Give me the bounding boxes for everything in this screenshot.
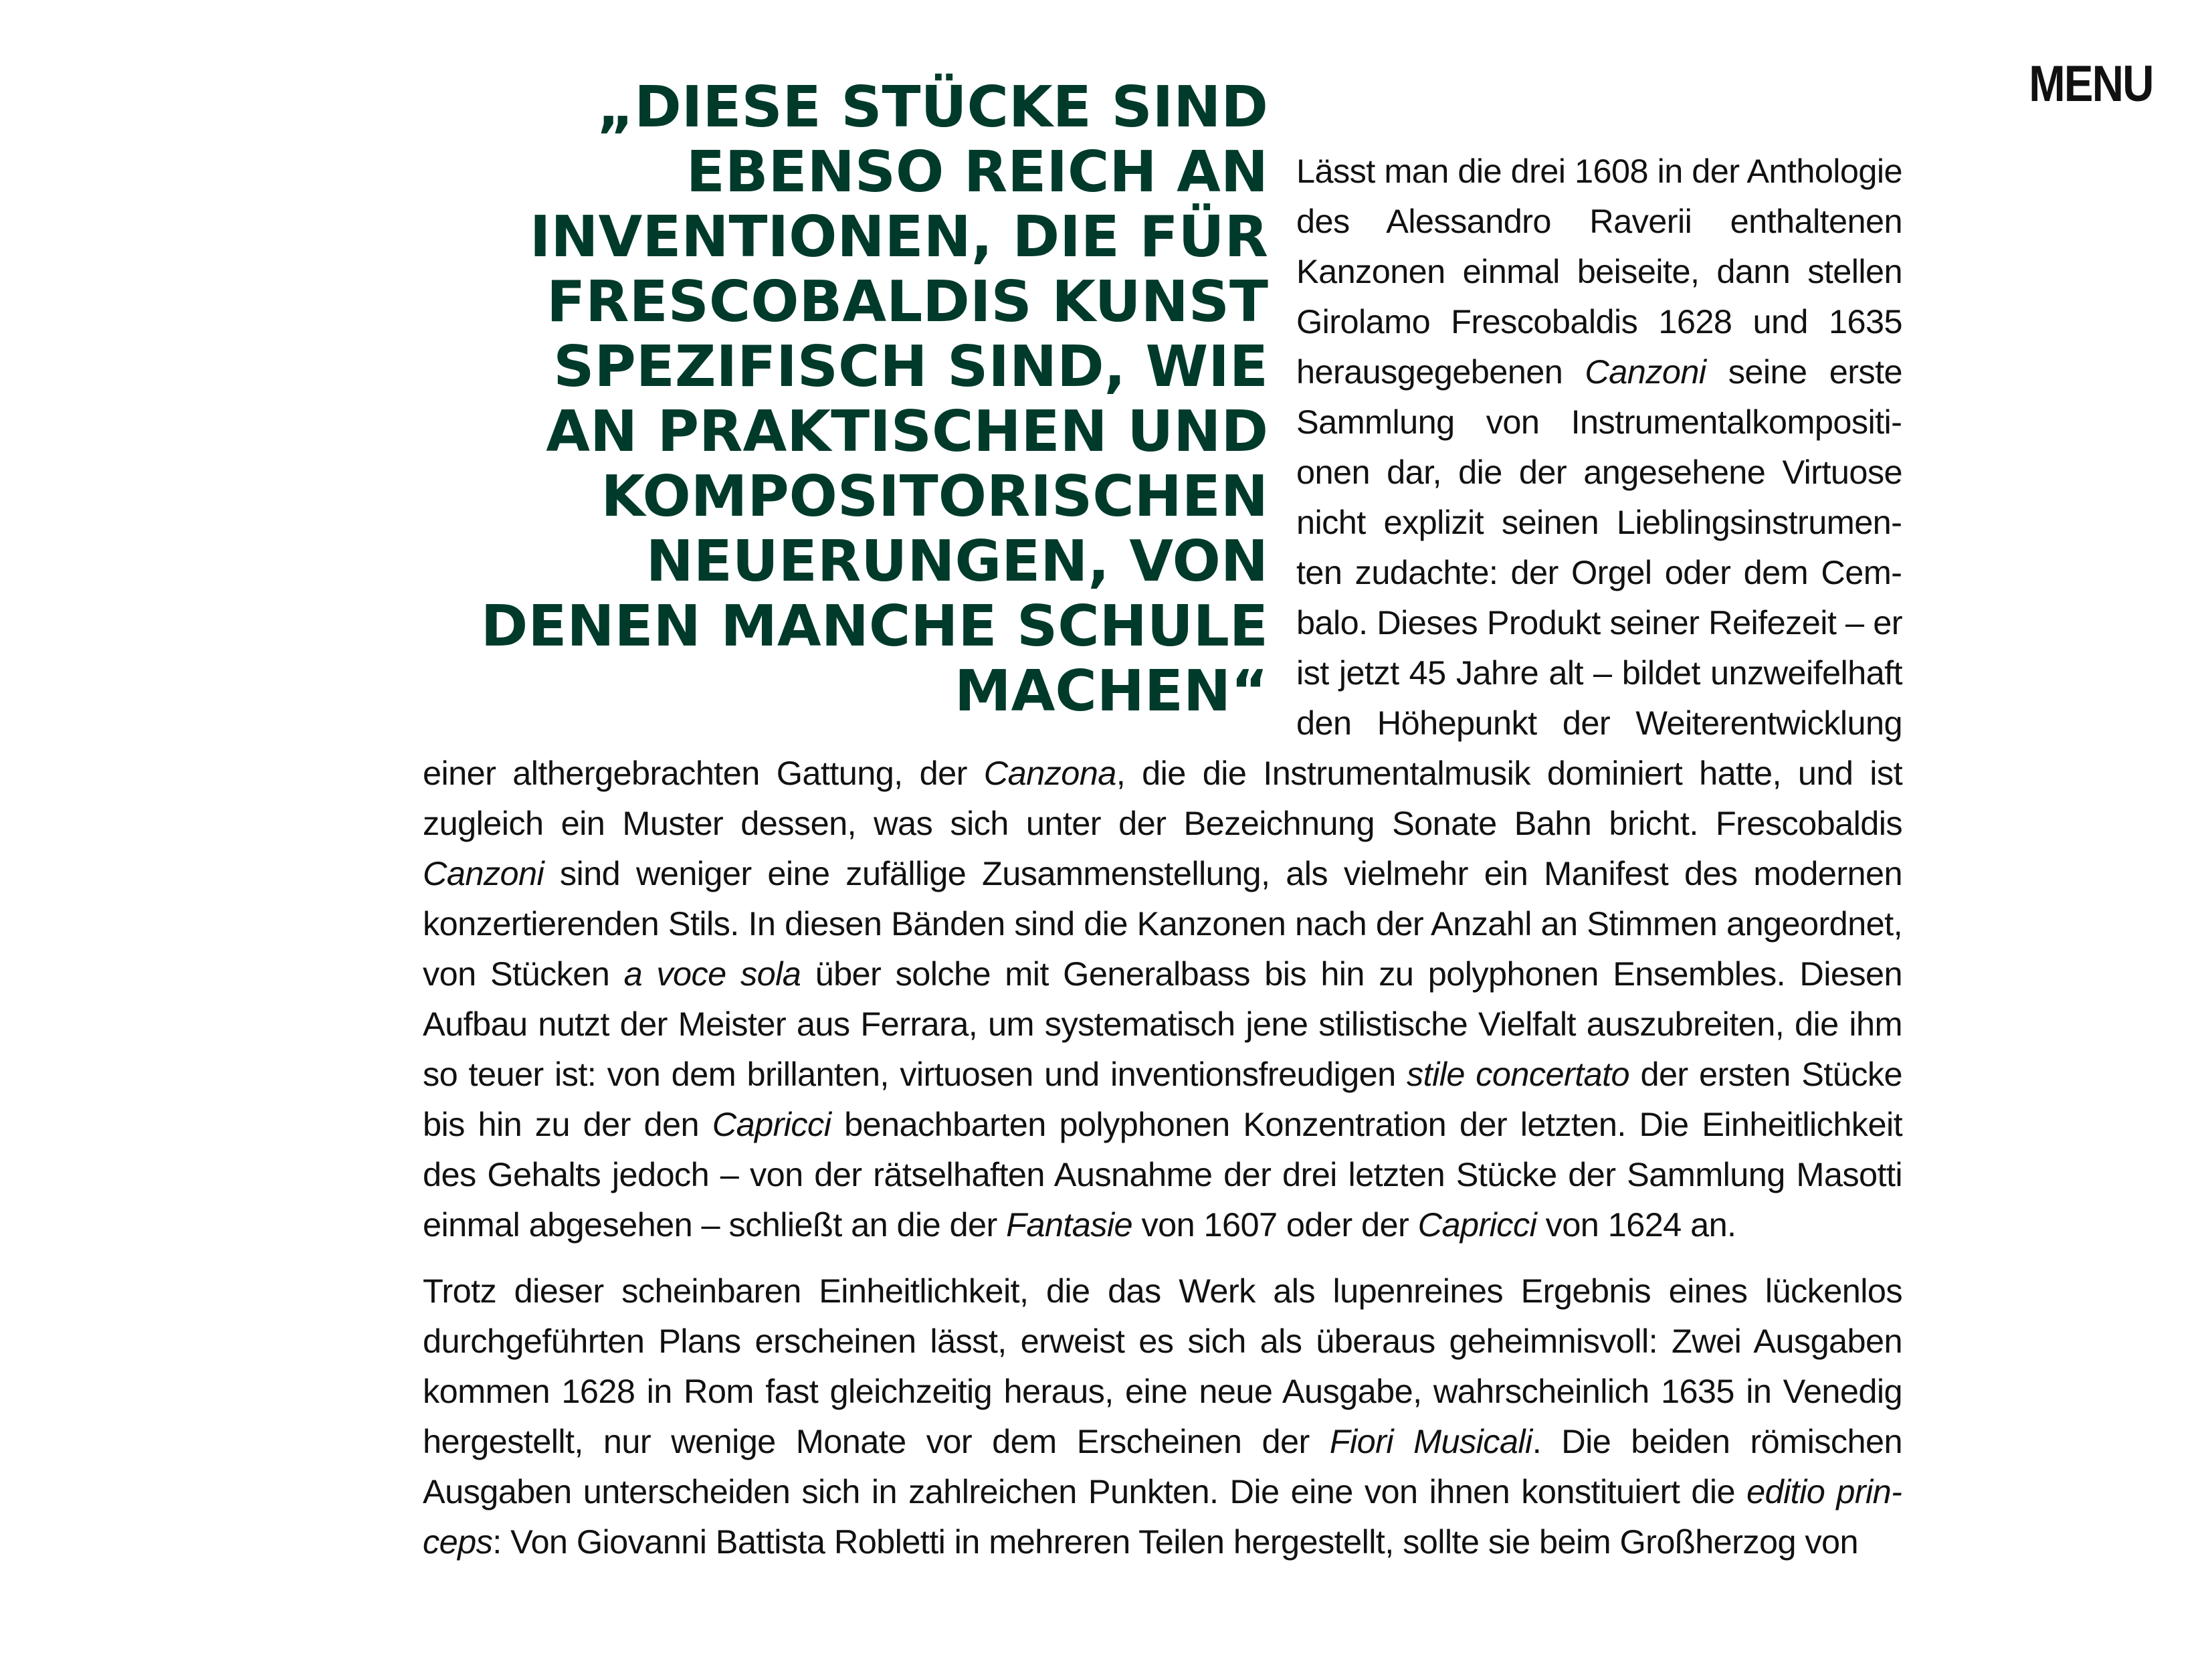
pull-quote-line: EBENSO REICH AN	[686, 139, 1268, 205]
text-run: sind weniger eine zufällige Zusammenstellung, als vielmehr ein Manifest des modernen konzertierenden Stils. In diesen Bänden sind die Kanzonen nach der Anzahl an Stimmen angeordnet, von Stücken	[423, 854, 1902, 993]
pull-quote-line: SPEZIFISCH SIND, WIE	[553, 334, 1268, 400]
pull-quote-line: DENEN MANCHE SCHULE	[480, 593, 1268, 660]
text-run: : Von Giovanni Battista Robletti in mehreren Teilen hergestellt, sollte sie beim Großherzog von	[492, 1523, 1858, 1561]
italic-run: a voce sola	[623, 955, 801, 993]
italic-run: Canzona	[983, 754, 1116, 792]
pull-quote-line: KOMPOSITORISCHEN	[601, 464, 1268, 530]
italic-run: stile concertato	[1407, 1055, 1630, 1093]
italic-run: Capricci	[1417, 1205, 1537, 1244]
text-run: . Die beiden römischen Ausgaben unterscheiden sich in zahlreichen Punkten. Die eine von ihnen konstituiert die	[423, 1422, 1903, 1510]
pull-quote-line: „DIESE STÜCKE SIND	[597, 74, 1268, 140]
text-run: von 1607 oder der	[1132, 1205, 1418, 1244]
text-run: von 1624 an.	[1536, 1205, 1736, 1244]
text-run: benachbarten polyphonen Konzentration der letzten. Die Einheitlichkeit des Gehalts jedoch – von der rätselhaften Ausnahme der drei letzten Stücke der Sammlung Masotti einmal abgesehen – schließt an die der	[423, 1105, 1902, 1244]
menu-button[interactable]: MENU	[2029, 56, 2153, 112]
text-run: der ersten Stücke bis hin zu der den	[423, 1055, 1902, 1143]
pull-quote-line: INVENTIONEN, DIE FÜR	[529, 204, 1268, 270]
text-run: seine erste Sammlung von Instrumentalkompositionen dar, die der angesehene Virtuose nicht explizit seinen Lieblingsinstrumenten zudachte: der Orgel oder dem Cembalo. Dieses Produkt seiner Reifezeit – er ist jetzt 45 Jahre alt – bildet unzweifelhaft den Höhepunkt der Weiterentwicklung einer althergebrachten Gattung, der	[423, 353, 1902, 792]
pull-quote	[423, 75, 1268, 724]
italic-run: Canzoni	[423, 854, 544, 892]
pull-quote-line: AN PRAKTISCHEN UND	[546, 399, 1268, 465]
text-run: , die die Instrumentalmusik dominiert hatte, und ist zugleich ein Muster dessen, was sich unter der Bezeichnung Sonate Bahn bricht. Frescobaldis	[423, 754, 1903, 842]
text-run: Lässt man die drei 1608 in der Anthologie des Alessandro Raverii enthaltenen Kanzonen einmal beiseite, dann stellen Girolamo Frescobaldis 1628 und 1635 herausgegebenen	[1296, 152, 1902, 391]
text-run: Trotz dieser scheinbaren Einheitlichkeit, die das Werk als lupenreines Ergebnis eines lückenlos durchgeführten Plans erscheinen lässt, erweist es sich als überaus geheimnisvoll: Zwei Ausgaben kommen 1628 in Rom fast gleichzeitig heraus, eine neue Ausgabe, wahrscheinlich 1635 in Venedig hergestellt, nur wenige Monate vor dem Erscheinen der	[423, 1272, 1902, 1460]
text-run: über solche mit Generalbass bis hin zu polyphonen Ensembles. Diesen Aufbau nutzt der Meister aus Ferrara, um systematisch jene stilistische Vielfalt auszubreiten, die ihm so teuer ist: von dem brillanten, virtuosen und inventionsfreudigen	[423, 955, 1902, 1093]
pull-quote-line: MACHEN“	[954, 658, 1268, 724]
italic-run: Fantasie	[1006, 1205, 1133, 1244]
paragraph-2	[423, 1266, 1902, 1567]
italic-run: Fiori Musicali	[1329, 1422, 1532, 1460]
italic-run: editio princeps	[423, 1472, 1902, 1561]
italic-run: Capricci	[712, 1105, 831, 1143]
article	[423, 75, 1902, 1583]
pull-quote-line: FRESCOBALDIS KUNST	[546, 269, 1268, 335]
italic-run: Canzoni	[1585, 353, 1706, 391]
pull-quote-line: NEUERUNGEN, VON	[645, 528, 1268, 595]
